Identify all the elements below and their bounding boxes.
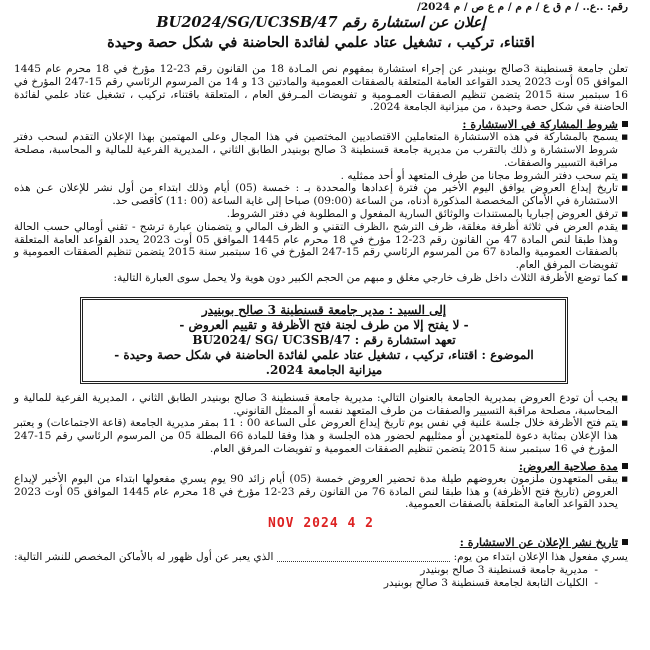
announcement-title: إعلان عن استشارة رقم BU2024/SG/UC3SB/47 [156,14,486,31]
list-item: ■ يبقى المتعهدون ملزمون بعروضهم طيلة مدة تحضير العروض خمسة (05) أيام زائد 90 يوم يسري مفعولها ابتداء من اليوم الأخير لإيداع العروض (تاريخ فتح الأظرفة) و هذا طبقا لنص المادة 76 من القانون رقم 23-12 مؤرخ في 18 محرم عام 1445 الموافق 05 أوت 2023 يحدد القواعد العامة المتعلقة بالصفقات العمومية. [14,473,628,511]
announcement-subject: اقتناء، تركيب ، تشغيل عتاد علمي لفائدة الحاضنة في شكل حصة وحيدة [107,34,535,51]
list-item: ■ يسمح بالمشاركة في هذه الاستشارة المتعاملين الاقتصاديين المختصين في هذا المجال وعلى المهتمين بهذا الإعلان التقدم لسحب دفتر شروط الاستشارة و ذلك بالتقرب من مديرية جامعة قسنطينة 3 صالح بوبنيدر الطابق الثاني ، المديرية الفرعية للمالية و المحاسبة، مصلحة مراقبة التسيير والصفقات. [14,131,628,169]
intro-paragraph: تعلن جامعة قسنطينة 3صالح بوبنيدر عن إجراء استشارة بمفهوم نص المـادة 18 من القانون رقم 23-12 مؤرخ في 18 محرم عام 1445 الموافق 05 أوت 2023 يحدد القواعد العامة المتعلقة بالصفقات العمومية والمادتين 13 و 14 من المرسوم الرئاسي رقم 15-247 المؤرخ في 16 سبتمبر سنة 2015 يتضمن تنظيم الصفقات العمـومية و تفويضات المـرفق العام ، المتعلقة باقتناء، تركيب ، تشغيل عتاد علمي لفائدة الحاضنة في شكل حصة وحيدة ، من ميزانية الجامعة 2024. [14,63,628,114]
envelope-label-box [80,297,568,384]
date-stamp: 2 4 NOV 2024 [268,515,374,531]
publication-places [14,564,628,590]
participation-heading: شروط المشاركة في الاستشارة : [14,117,628,131]
square-bullet-icon [622,121,628,127]
deposit-list [14,392,628,456]
participation-list [14,131,628,285]
list-item: ■ يتم فتح الأظرفة خلال جلسة علنية في نفس يوم تاريخ إيداع العروض على الساعة 00 : 11 بمقر مديرية الجامعة (قاعة الاجتماعات) و يعتبر هذا الإعلان بمثابة دعوة للمتعهدين أو ممثليهم لحضور هذه الجلسة و هذا وفقا للمادة 66 المطلة 05 من المرسوم الرئاسي رقم 15-247 المؤرخ في 16 سبتمبر سنة 2015 يتضمن تنظيم الصفقات العمومية و تفويضات المرفق العام. [14,417,628,455]
list-item: ■ يجب أن تودع العروض بمديرية الجامعة بالعنوان التالي: مديرية جامعة قسنطينة 3 صالح بوبنيدر الطابق الثاني ، المديرية الفرعية للمالية و المحاسبة، مصلحة مراقبة التسيير والصفقات من طرف المتعهد نفسه أو الممثل القانوني. [14,392,628,418]
list-item: ■ يتم سحب دفتر الشروط مجانا من طرف المتعهد أو أحد ممثليه . [14,170,628,183]
envelope-reference: تعهد استشارة رقم : BU2024/ SG/ UC3SB/47 [192,332,456,347]
list-item: ■ كما توضع الأظرفة الثلاث داخل ظرف خارجي مغلق و مبهم من الحجم الكبير دون هوية ولا يحمل سوى العبارة التالية: [14,272,628,285]
publication-line [14,551,628,564]
envelope-addressee: إلى السيد : مدير جامعة قسنطينة 3 صالح بوبنيدر [201,302,447,317]
envelope-subject: الموضوع : اقتناء، تركيب ، تشغيل عتاد علمي لفائدة الحاضنة في شكل حصة وحيدة - [114,347,534,362]
list-item: ■ تاريخ إيداع العروض يوافق اليوم الأخير من فترة إعدادها والمحددة بـ : خمسة (05) أيام وذلك ابتداء من أول نشر للإعلان عـن هذه الاستشارة في الأماكن المخصصة المذكورة أدناه، من الساعة (09:00) صباحا إلى غاية الساعة (00 :11) كأقصى حد. [14,182,628,208]
validity-heading: مدة صلاحية العروض: [14,459,628,473]
list-item: ■ ترفق العروض إجباريا بالمستندات والوثائق السارية المفعول و المطلوبة في دفتر الشروط. [14,208,628,221]
publication-start: يسري مفعول هذا الإعلان ابتداء من يوم: [453,551,628,564]
blank-date-line [277,553,449,562]
square-bullet-icon [622,539,628,545]
date-stamp-row [14,514,628,532]
document-page [0,1,650,650]
list-item: - الكليات التابعة لجامعة قسنطينة 3 صالح بوبنيدر [14,577,598,590]
envelope-budget: ميزانية الجامعة 2024. [265,362,383,377]
publication-heading: تاريخ نشر الإعلان عن الاستشارة : [14,535,628,549]
reference-line: رقم: ..ع.. / م ق ع / م م / م ع ص / م 2024/ [417,1,628,13]
envelope-warning: - لا يفتح إلا من طرف لجنة فتح الأظرفة و تقييم العروض - [179,317,469,332]
list-item: - مديرية جامعة قسنطينة 3 صالح بوبنيدر [14,564,598,577]
list-item: ■ يقدم العرض في ثلاثة أظرفة مغلقة، ظرف الترشح ،الظرف التقني و الظرف المالي و يتضمنان عبارة ترشح - تقني أومالي حسب الحالة وهذا طبقا لنص المادة 47 من القانون رقم 23-12 مؤرخ في 18 محرم عام 1445 الموافق 05 أوت 2023 يحدد القواعد العامة المتعلقة بالصفقات العمومية والمادة 67 من المرسوم الرئاسي رقم 15-247 المؤرخ في 16 سبتمبر سنة 2015 يتضمن تنظيم الصفقات العمومية و تفويضات المرفق العام. [14,221,628,272]
publication-end: الذي يعبر عن أول ظهور له بالأماكن المخصص للنشر التالية: [14,551,274,564]
square-bullet-icon [622,463,628,469]
validity-list [14,473,628,511]
